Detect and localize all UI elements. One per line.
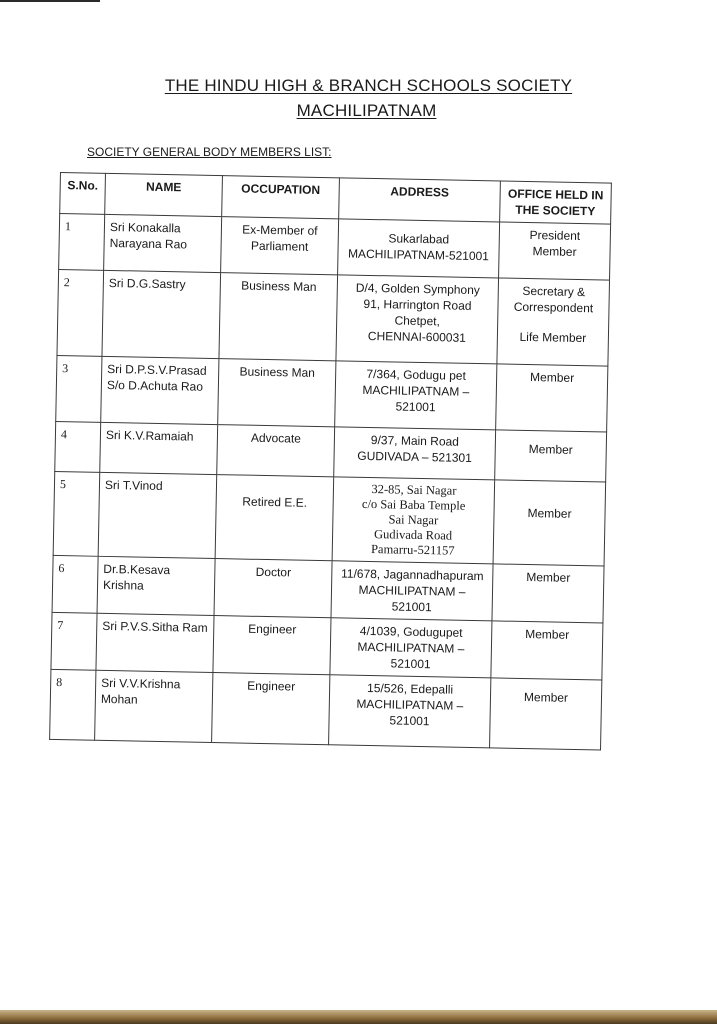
cell-sno: 2	[57, 269, 104, 356]
document-subtitle-location: MACHILIPATNAM	[296, 101, 437, 120]
members-table	[49, 172, 612, 750]
occupation-text: Retired E.E.	[242, 494, 308, 510]
address-line: Sukarlabad	[388, 231, 450, 247]
cell-office	[499, 222, 611, 280]
office-line: Member	[529, 370, 575, 385]
cell-sno: 3	[56, 355, 102, 422]
address-line: 11/678, Jagannadhapuram	[340, 566, 484, 584]
scan-edge-bottom	[0, 1010, 717, 1024]
table-row	[59, 214, 611, 281]
cell-address	[330, 618, 492, 678]
address-line: 4/1039, Godugupet	[359, 623, 463, 640]
cell-office	[496, 364, 608, 432]
address-line: 521001	[395, 399, 436, 415]
address-line: 521001	[391, 599, 432, 615]
office-line: Secretary &	[522, 283, 586, 300]
table-row	[56, 355, 608, 432]
address-line: 32-85, Sai Nagar	[371, 482, 457, 498]
cell-name: Sri D.P.S.V.Prasad S/o D.Achuta Rao	[101, 356, 219, 424]
office-line: Life Member	[519, 329, 587, 346]
cell-address	[335, 361, 497, 430]
address-line: 521001	[389, 713, 430, 729]
document-title: THE HINDU HIGH & BRANCH SCHOOLS SOCIETY	[164, 76, 573, 95]
office-line: Correspondent	[513, 299, 594, 316]
cell-sno: 6	[52, 555, 98, 613]
office-line: Member	[525, 627, 570, 642]
table-row	[51, 612, 603, 680]
col-header-office: OFFICE HELD IN THE SOCIETY	[500, 181, 612, 224]
address-line: MACHILIPATNAM –	[362, 382, 470, 399]
office-line: President	[529, 228, 581, 243]
scan-edge-top	[0, 0, 100, 2]
table-row	[53, 471, 606, 566]
table-row	[52, 555, 604, 623]
cell-occupation	[215, 475, 334, 561]
address-line: MACHILIPATNAM-521001	[347, 246, 490, 264]
cell-office	[492, 564, 604, 623]
cell-name: Sri D.G.Sastry	[102, 270, 221, 358]
address-line: Sai Nagar	[388, 512, 439, 528]
cell-address	[329, 675, 491, 748]
address-line: D/4, Golden Symphony	[355, 280, 480, 298]
cell-name: Sri T.Vinod	[98, 472, 217, 558]
cell-address	[334, 427, 496, 480]
cell-address	[338, 219, 500, 278]
office-line: Member	[527, 506, 572, 521]
address-line: MACHILIPATNAM –	[358, 582, 466, 599]
cell-occupation: Business Man	[219, 273, 338, 361]
cell-occupation: Advocate	[217, 425, 335, 477]
cell-occupation: Business Man	[218, 359, 336, 427]
address-line: 7/364, Godugu pet	[366, 366, 466, 383]
address-line: CHENNAI-600031	[367, 328, 467, 345]
cell-office	[491, 621, 603, 680]
address-line: MACHILIPATNAM –	[356, 696, 464, 713]
cell-name: Sri K.V.Ramaiah	[100, 422, 218, 474]
cell-sno: 8	[50, 669, 96, 740]
cell-address	[332, 477, 495, 564]
col-header-occupation: OCCUPATION	[222, 176, 340, 219]
col-header-name: NAME	[105, 173, 223, 216]
address-line: MACHILIPATNAM –	[357, 639, 465, 656]
address-line: 15/526, Edepalli	[366, 680, 454, 697]
cell-sno: 7	[51, 612, 97, 670]
cell-occupation: Doctor	[214, 559, 332, 618]
cell-sno: 1	[59, 214, 105, 271]
office-line: Member	[523, 690, 569, 705]
cell-occupation: Engineer	[213, 616, 331, 675]
cell-occupation: Ex-Member of Parliament	[221, 217, 339, 275]
members-list-heading: SOCIETY GENERAL BODY MEMBERS LIST:	[87, 145, 332, 159]
table-row	[57, 269, 610, 366]
cell-name: Sri V.V.Krishna Mohan	[95, 670, 213, 742]
cell-sno: 5	[53, 471, 100, 556]
cell-address	[336, 275, 499, 364]
cell-office	[497, 278, 610, 366]
cell-name: Sri Konakalla Narayana Rao	[104, 214, 222, 272]
office-line: Member	[532, 244, 577, 259]
cell-address	[331, 561, 493, 621]
office-line: Member	[528, 442, 573, 457]
cell-sno: 4	[55, 421, 101, 472]
office-line: Member	[526, 570, 571, 585]
address-line: 9/37, Main Road	[370, 433, 460, 449]
cell-office	[493, 480, 606, 566]
address-line: c/o Sai Baba Temple	[361, 496, 466, 513]
col-header-sno: S.No.	[60, 173, 106, 215]
address-line: 91, Harrington Road	[363, 296, 472, 313]
cell-name: Sri P.V.S.Sitha Ram	[96, 613, 214, 672]
address-line: Gudivada Road	[373, 527, 453, 543]
address-line: Pamarru-521157	[370, 542, 455, 558]
address-line: 521001	[390, 656, 431, 672]
cell-name: Dr.B.Kesava Krishna	[97, 556, 215, 615]
table-row	[50, 669, 602, 750]
address-line: Chetpet,	[394, 313, 441, 329]
address-line: GUDIVADA – 521301	[357, 448, 472, 465]
cell-office	[490, 678, 602, 750]
cell-office	[495, 430, 607, 482]
cell-occupation: Engineer	[212, 673, 330, 745]
col-header-address: ADDRESS	[339, 178, 501, 222]
